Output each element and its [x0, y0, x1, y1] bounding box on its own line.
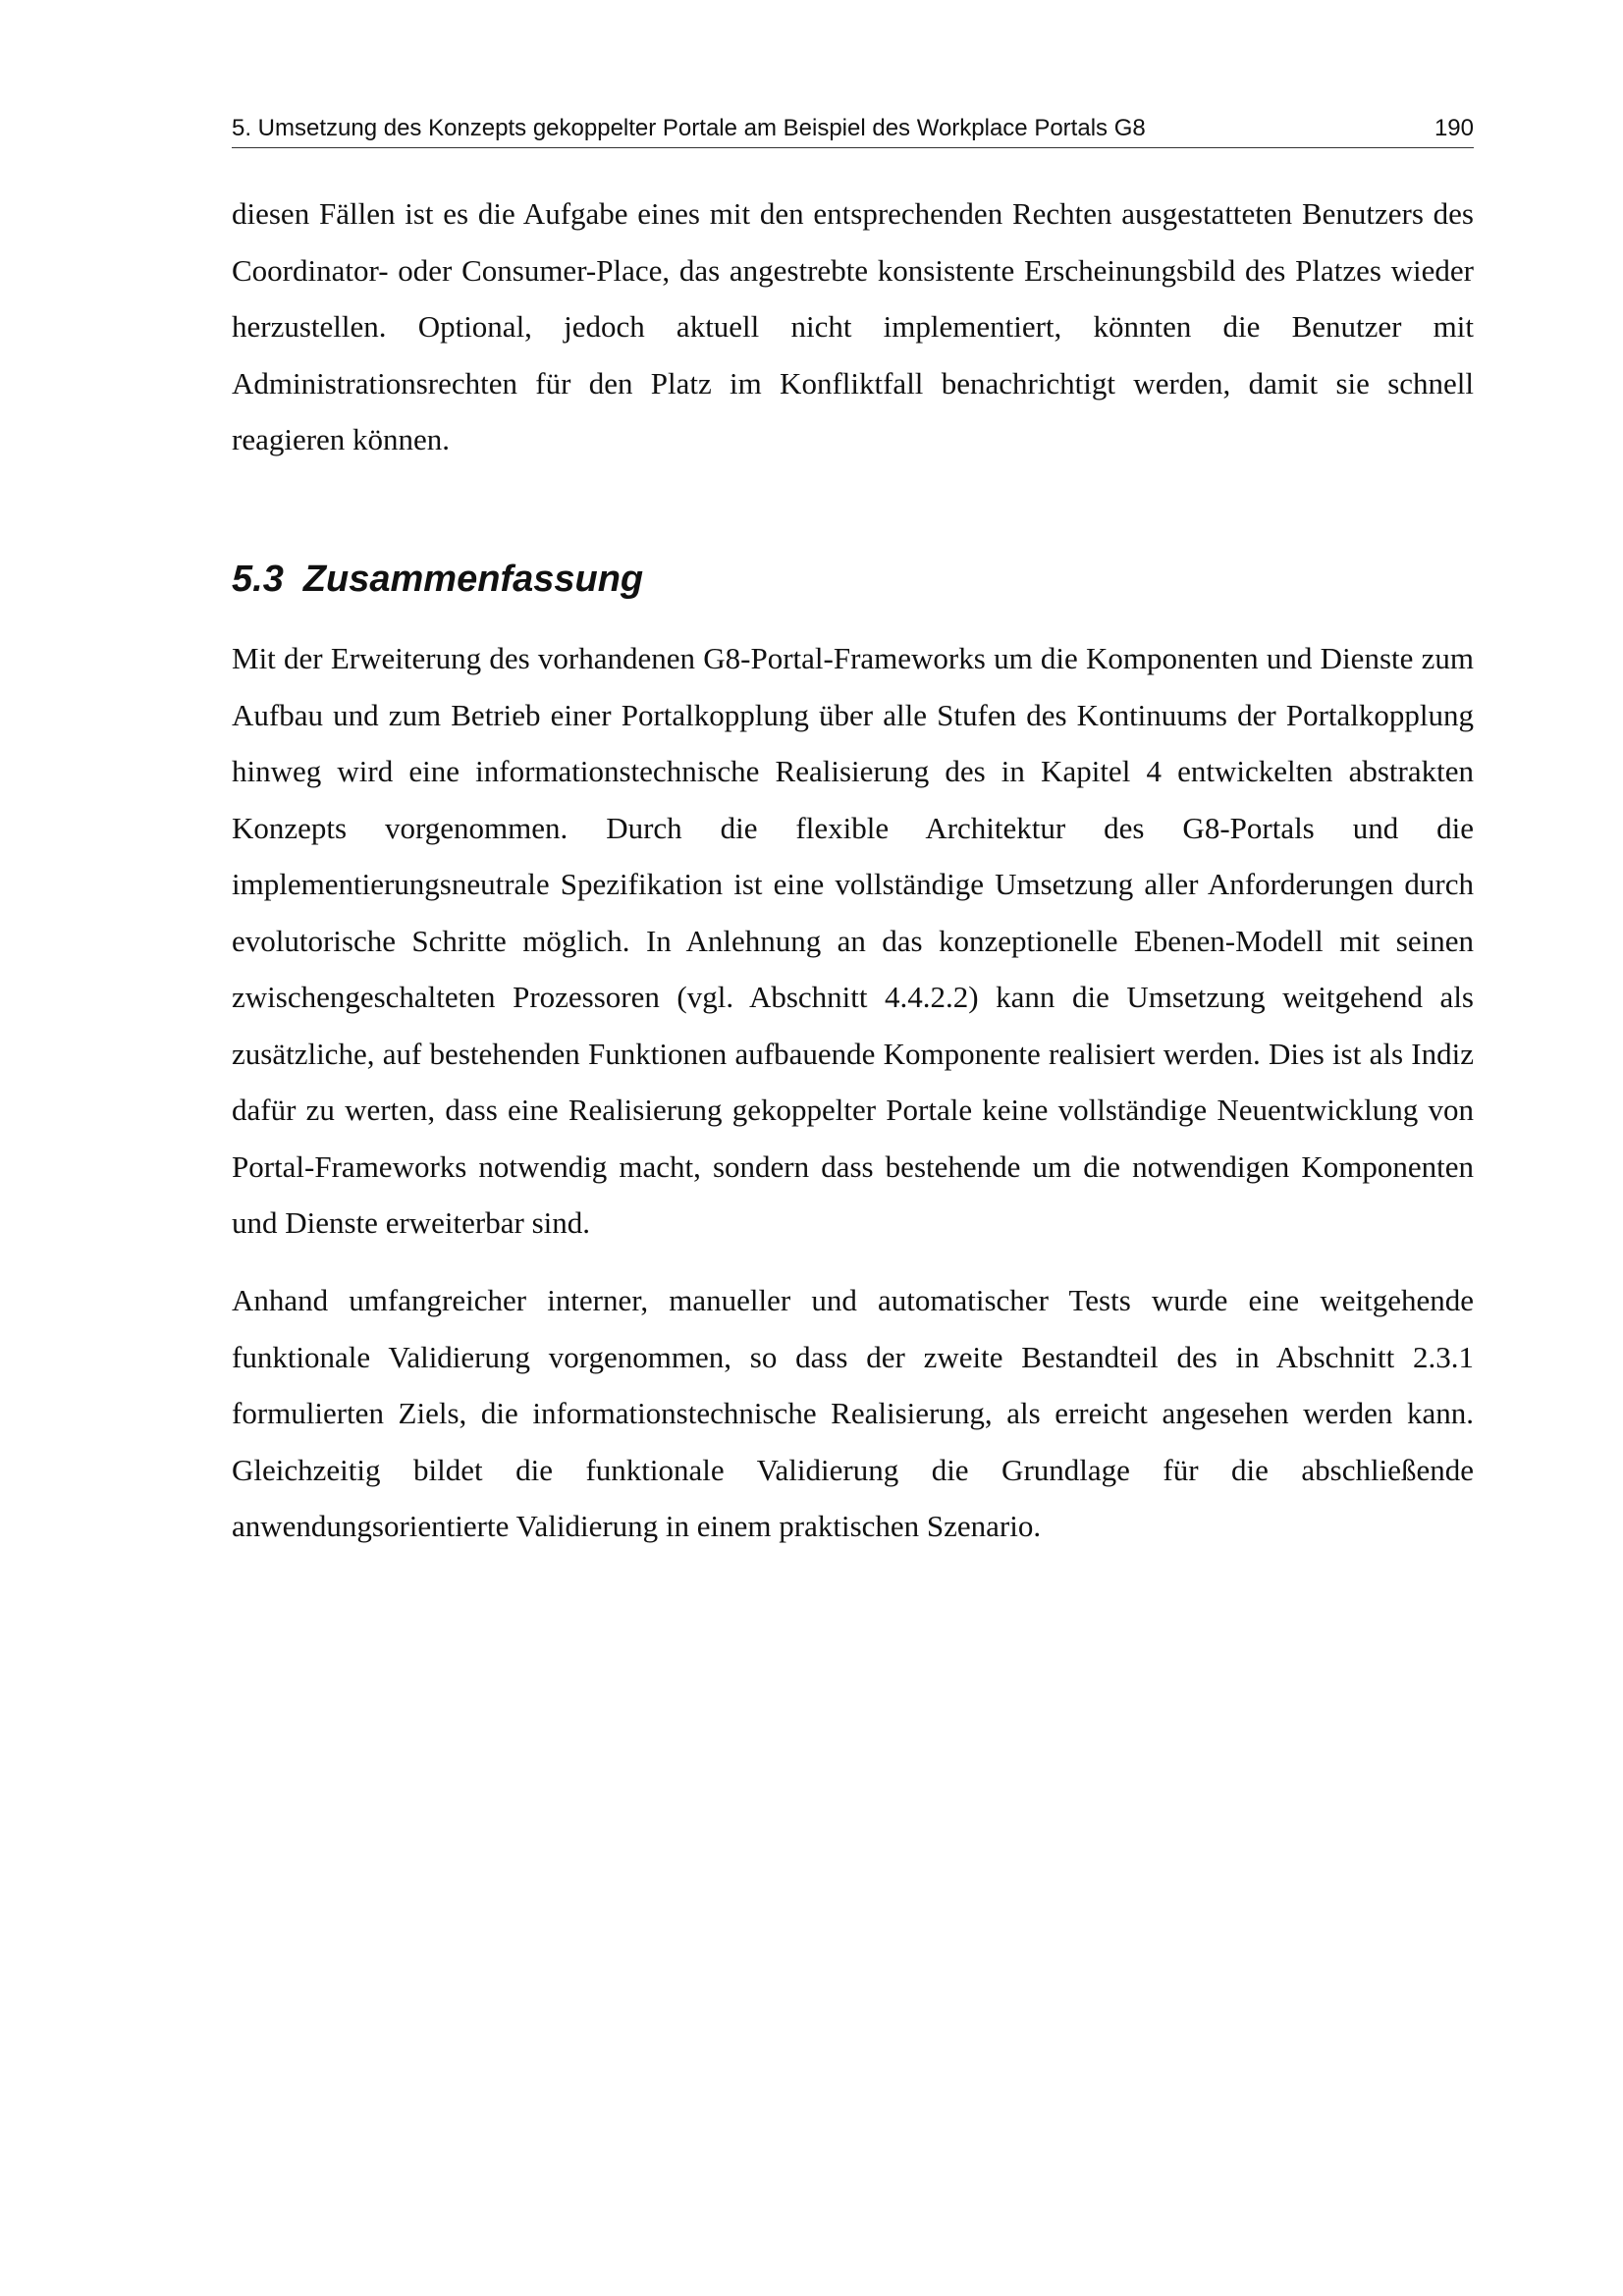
paragraph-summary-1: Mit der Erweiterung des vorhandenen G8-Portal-Frameworks um die Komponenten und Dienste zum Aufbau und zum Betrieb einer Portalkopplung über alle Stufen des Kontinuums der Portalkopplung hinweg wird eine informationstechnische Realisierung des in Kapitel 4 entwickelten abstrakten Konzepts vorgenommen. Durch die flexible Architektur des G8-Portals und die implementierungsneutrale Spezifikation ist eine vollständige Umsetzung aller Anforderungen durch evolutorische Schritte möglich. In Anlehnung an das konzeptionelle Ebenen-Modell mit seinen zwischengeschalteten Prozessoren (vgl. Abschnitt 4.4.2.2) kann die Umsetzung weitgehend als zusätzliche, auf bestehenden Funktionen aufbauende Komponente realisiert werden. Dies ist als Indiz dafür zu werten, dass eine Realisierung gekoppelter Portale keine vollständige Neuentwicklung von Portal-Frameworks notwendig macht, sondern dass bestehende um die notwendigen Komponenten und Dienste erweiterbar sind.	[232, 641, 1474, 1240]
section-title: Zusammenfassung	[302, 559, 644, 600]
paragraph-continuation: diesen Fällen ist es die Aufgabe eines mit den entsprechenden Rechten ausgestatteten Benutzers des Coordinator- oder Consumer-Place, das angestrebte konsistente Erscheinungsbild des Platzes wieder herzustellen. Optional, jedoch aktuell nicht implementiert, könnten die Benutzer mit Administrationsrechten für den Platz im Konfliktfall benachrichtigt werden, damit sie schnell reagieren können.	[232, 196, 1474, 456]
section-heading	[232, 552, 643, 607]
running-header-title: 5. Umsetzung des Konzepts gekoppelter Portale am Beispiel des Workplace Portals G8	[232, 115, 1146, 141]
section-number: 5.3	[232, 559, 284, 600]
page-number: 190	[1434, 115, 1474, 141]
running-header	[232, 110, 1474, 148]
paragraph-summary-2: Anhand umfangreicher interner, manueller und automatischer Tests wurde eine weitgehende funktionale Validierung vorgenommen, so dass der zweite Bestandteil des in Abschnitt 2.3.1 formulierten Ziels, die informationstechnische Realisierung, als erreicht angesehen werden kann. Gleichzeitig bildet die funktionale Validierung die Grundlage für die abschließende anwendungsorientierte Validierung in einem praktischen Szenario.	[232, 1283, 1474, 1543]
